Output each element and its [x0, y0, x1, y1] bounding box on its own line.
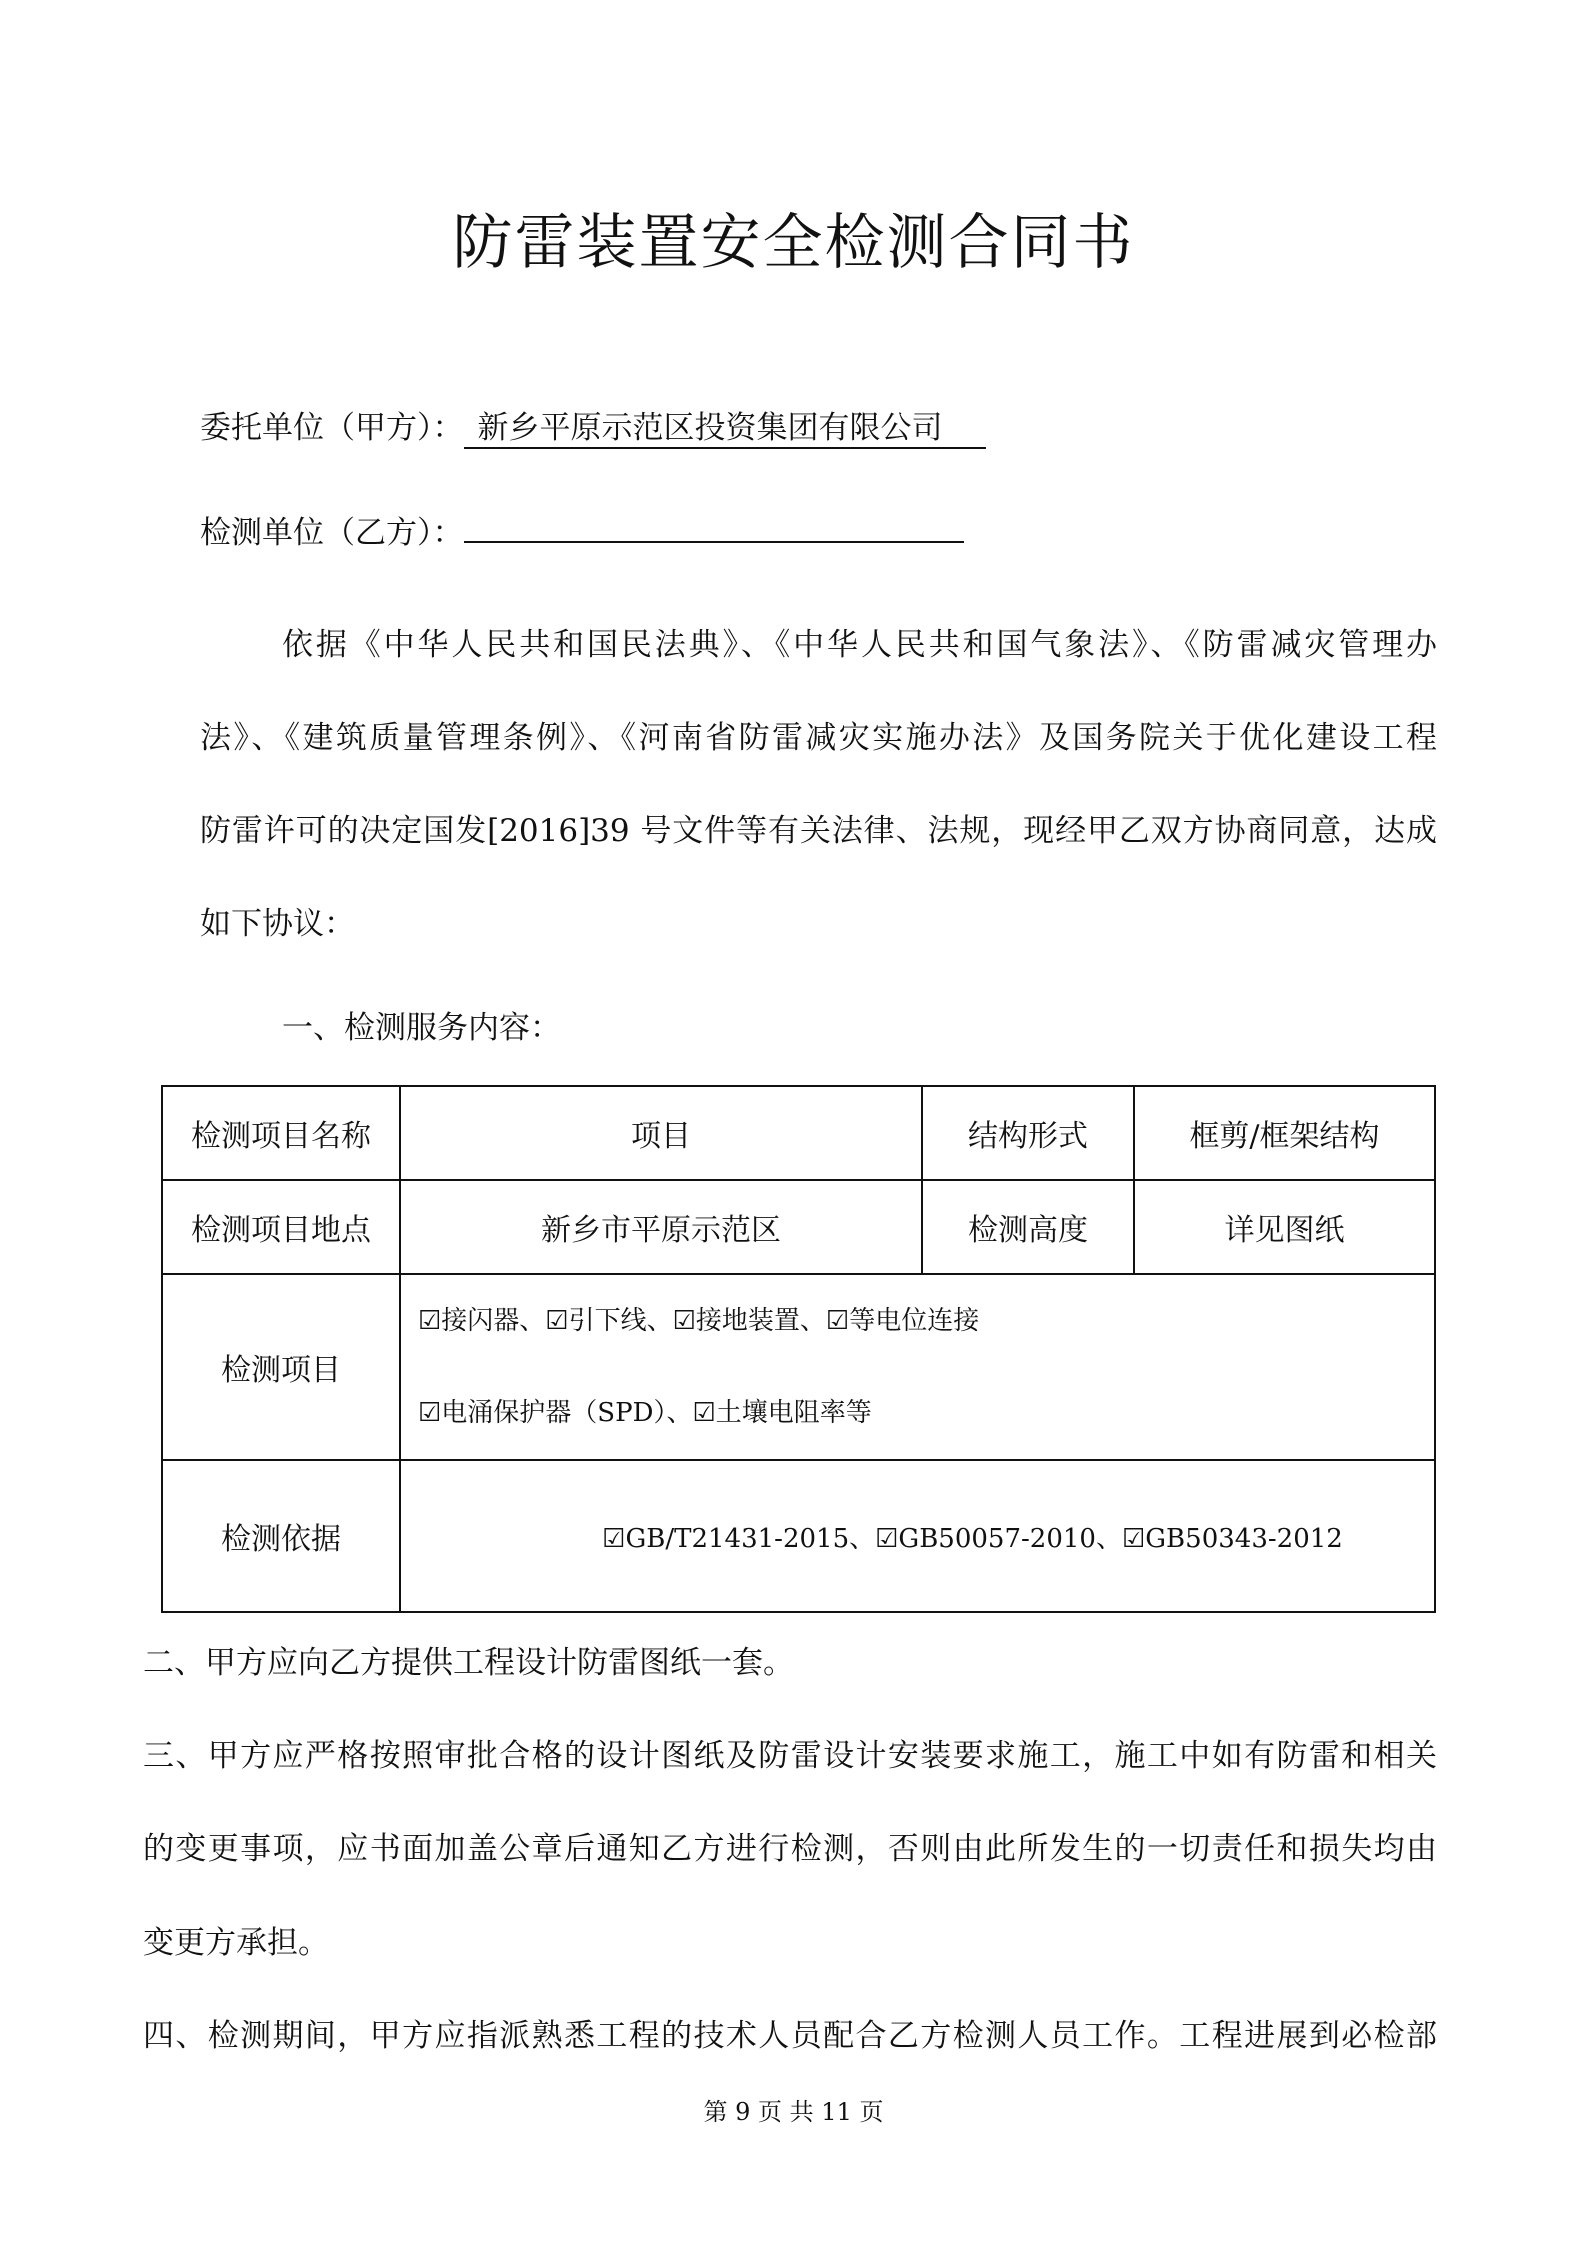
table-cell: 检测高度	[922, 1180, 1134, 1274]
party-b-line	[200, 507, 964, 552]
inspection-items-cell	[400, 1274, 1435, 1460]
table-row	[162, 1180, 1435, 1274]
party-b-value	[464, 507, 964, 543]
clause-3-line-1: 三、甲方应严格按照审批合格的设计图纸及防雷设计安装要求施工，施工中如有防雷和相关	[143, 1738, 1437, 1774]
party-a-value: 新乡平原示范区投资集团有限公司	[464, 402, 986, 449]
clause-4-line-1: 四、检测期间，甲方应指派熟悉工程的技术人员配合乙方检测人员工作。工程进展到必检部	[143, 2018, 1437, 2054]
party-b-label: 检测单位（乙方）：	[200, 515, 464, 551]
clause-2: 二、甲方应向乙方提供工程设计防雷图纸一套。	[143, 1645, 794, 1681]
party-a-label: 委托单位（甲方）：	[200, 410, 464, 446]
document-title: 防雷装置安全检测合同书	[452, 208, 1135, 278]
table-cell: 详见图纸	[1134, 1180, 1435, 1274]
table-cell: 检测项目地点	[162, 1180, 400, 1274]
table-row	[162, 1274, 1435, 1460]
clause-3-line-2: 的变更事项，应书面加盖公章后通知乙方进行检测，否则由此所发生的一切责任和损失均由	[143, 1831, 1437, 1867]
intro-line-4: 如下协议：	[200, 906, 355, 942]
table-cell: 检测项目	[162, 1274, 400, 1460]
table-cell: 检测项目名称	[162, 1086, 400, 1180]
section-heading-1: 一、检测服务内容：	[282, 1010, 561, 1046]
intro-line-3: 防雷许可的决定国发[2016]39 号文件等有关法律、法规，现经甲乙双方协商同意，达成	[200, 813, 1437, 849]
table-cell: 项目	[400, 1086, 922, 1180]
table-cell: 框剪/框架结构	[1134, 1086, 1435, 1180]
table-row	[162, 1086, 1435, 1180]
inspection-service-table	[161, 1085, 1436, 1613]
table-cell: 新乡市平原示范区	[400, 1180, 922, 1274]
inspection-items-line-2: ☑电涌保护器（SPD）、☑土壤电阻率等	[418, 1398, 872, 1428]
party-a-line	[200, 402, 986, 449]
table-cell: 结构形式	[922, 1086, 1134, 1180]
table-cell: 检测依据	[162, 1460, 400, 1612]
intro-line-2: 法》、《建筑质量管理条例》、《河南省防雷减灾实施办法》及国务院关于优化建设工程	[200, 720, 1437, 756]
clause-3-line-3: 变更方承担。	[143, 1925, 329, 1961]
page-footer: 第 9 页 共 11 页	[703, 2098, 884, 2126]
inspection-basis-cell	[400, 1460, 1435, 1612]
inspection-items-line-1: ☑接闪器、☑引下线、☑接地装置、☑等电位连接	[418, 1306, 980, 1336]
intro-line-1: 依据《中华人民共和国民法典》、《中华人民共和国气象法》、《防雷减灾管理办	[282, 627, 1437, 663]
table-row	[162, 1460, 1435, 1612]
inspection-standards: ☑GB/T21431-2015、☑GB50057-2010、☑GB50343-2012	[602, 1523, 1343, 1554]
